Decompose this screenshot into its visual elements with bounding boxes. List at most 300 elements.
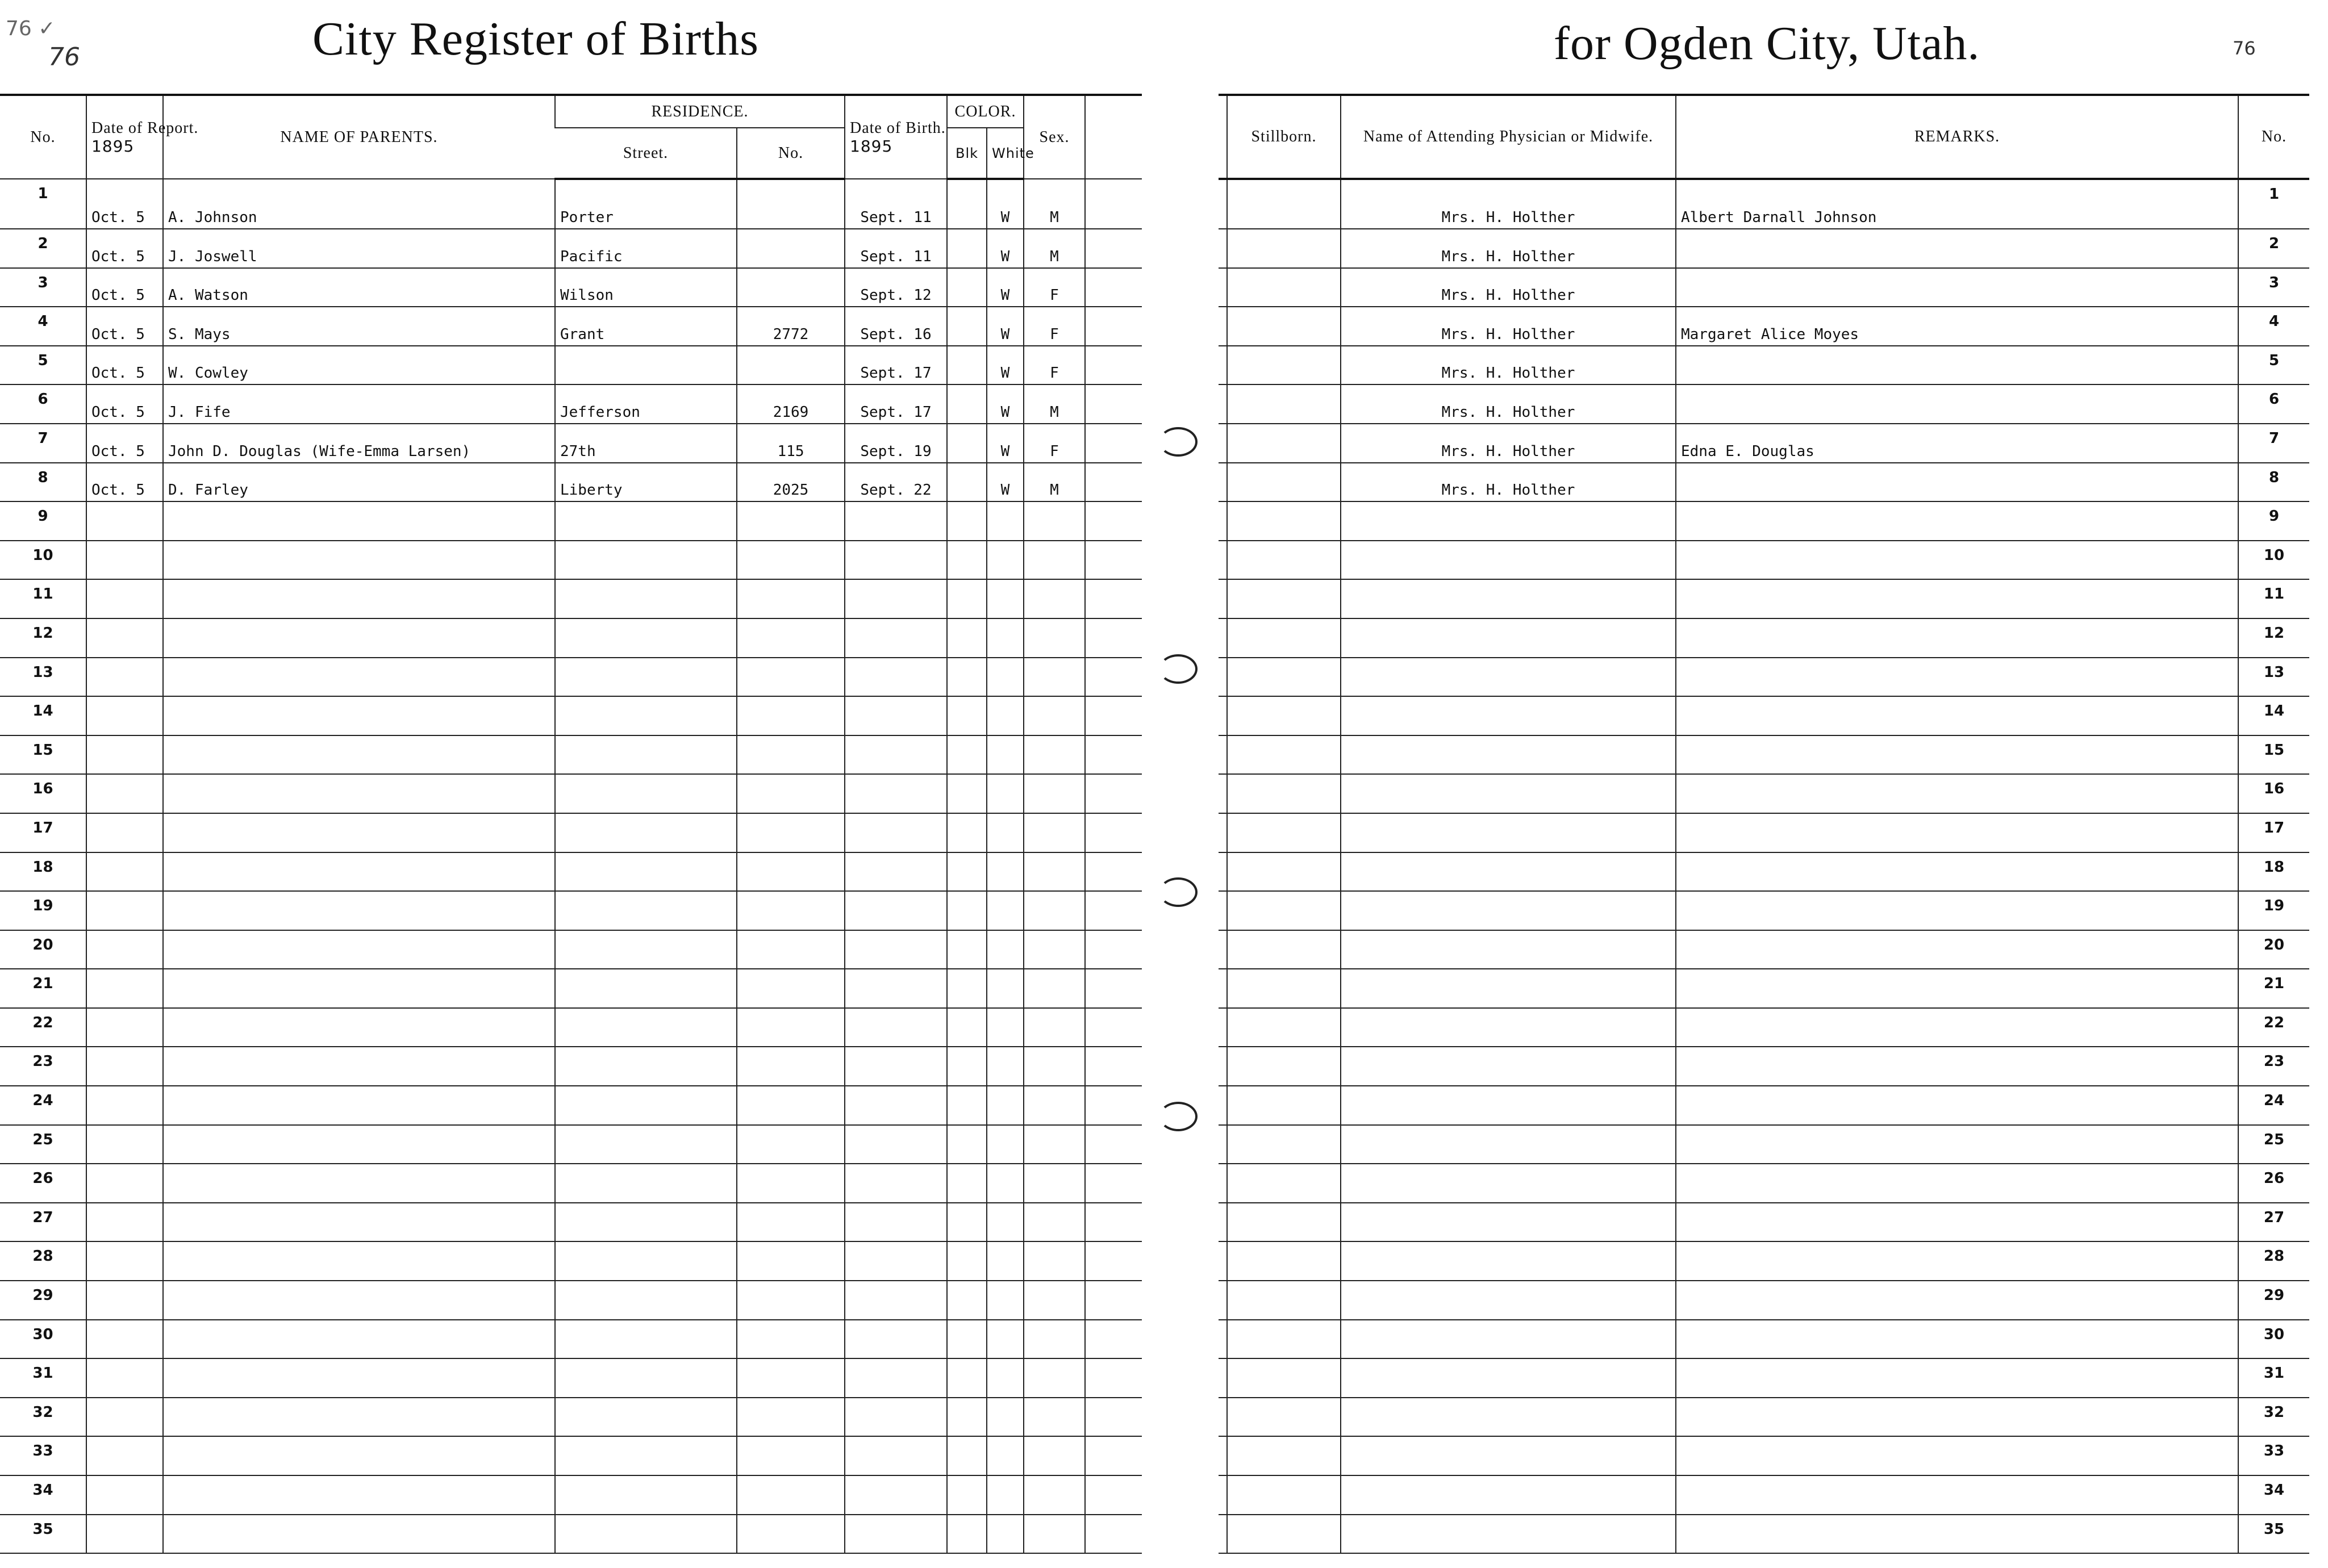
- color-blk-cell: [947, 1320, 987, 1359]
- entry-number-right: 27: [2238, 1203, 2309, 1242]
- color-white-cell: [987, 618, 1024, 658]
- table-row: [1219, 1125, 2309, 1164]
- street-cell: Grant: [555, 307, 737, 346]
- date-of-birth-cell: [845, 1515, 947, 1554]
- remarks-cell: [1676, 618, 2238, 658]
- date-of-report-cell: [86, 1475, 163, 1515]
- physician-cell: [1341, 1281, 1676, 1320]
- parents-name-cell: [163, 1515, 555, 1554]
- remarks-cell: [1676, 1436, 2238, 1475]
- table-row: [1219, 930, 2309, 969]
- street-cell: [555, 1125, 737, 1164]
- parents-name-cell: [163, 1358, 555, 1398]
- table-row: [0, 891, 1142, 930]
- entry-number: 21: [0, 969, 86, 1008]
- stillborn-cell: [1227, 891, 1341, 930]
- entry-number: 24: [0, 1086, 86, 1125]
- table-row: [1219, 852, 2309, 892]
- table-row: [0, 1281, 1142, 1320]
- sex-cell: [1024, 1047, 1085, 1086]
- street-number-cell: [737, 1047, 845, 1086]
- binder-hole: [1159, 427, 1198, 457]
- street-cell: [555, 1047, 737, 1086]
- table-row: [0, 1008, 1142, 1047]
- street-number-cell: [737, 1320, 845, 1359]
- table-row: [0, 541, 1142, 580]
- sex-cell: [1024, 1086, 1085, 1125]
- binder-hole: [1159, 654, 1198, 684]
- table-row: [1219, 696, 2309, 735]
- table-row: [0, 1047, 1142, 1086]
- street-cell: Jefferson: [555, 384, 737, 424]
- date-of-birth-cell: Sept. 19: [845, 424, 947, 463]
- date-of-report-cell: [86, 1436, 163, 1475]
- color-white-cell: W: [987, 229, 1024, 268]
- margin-cell: [1219, 891, 1227, 930]
- blank-cell: [1085, 1515, 1142, 1554]
- date-of-birth-cell: Sept. 12: [845, 268, 947, 307]
- remarks-cell: [1676, 813, 2238, 852]
- sex-cell: [1024, 735, 1085, 775]
- parents-name-cell: [163, 930, 555, 969]
- physician-cell: Mrs. H. Holther: [1341, 463, 1676, 502]
- remarks-cell: [1676, 229, 2238, 268]
- remarks-cell: [1676, 1320, 2238, 1359]
- color-blk-cell: [947, 346, 987, 385]
- street-number-cell: [737, 891, 845, 930]
- date-of-report-cell: [86, 1281, 163, 1320]
- remarks-cell: [1676, 1398, 2238, 1437]
- margin-cell: [1219, 1086, 1227, 1125]
- table-row: [1219, 1203, 2309, 1242]
- color-white-cell: [987, 1320, 1024, 1359]
- parents-name-cell: [163, 1086, 555, 1125]
- remarks-cell: [1676, 658, 2238, 697]
- color-white-cell: [987, 1475, 1024, 1515]
- date-of-report-cell: [86, 501, 163, 541]
- stillborn-cell: [1227, 1436, 1341, 1475]
- blank-cell: [1085, 1475, 1142, 1515]
- table-row: [1219, 1475, 2309, 1515]
- parents-name-cell: [163, 696, 555, 735]
- table-row: [1219, 541, 2309, 580]
- entry-number: 18: [0, 852, 86, 892]
- binder-hole: [1159, 877, 1198, 907]
- stillborn-cell: [1227, 1475, 1341, 1515]
- color-white-cell: [987, 696, 1024, 735]
- margin-cell: [1219, 424, 1227, 463]
- entry-number: 10: [0, 541, 86, 580]
- parents-name-cell: D. Farley: [163, 463, 555, 502]
- stillborn-cell: [1227, 735, 1341, 775]
- blank-cell: [1085, 384, 1142, 424]
- date-of-birth-cell: [845, 1241, 947, 1281]
- physician-cell: Mrs. H. Holther: [1341, 424, 1676, 463]
- entry-number: 35: [0, 1515, 86, 1554]
- date-of-report-cell: [86, 813, 163, 852]
- entry-number-right: 4: [2238, 307, 2309, 346]
- table-row: [0, 268, 1142, 307]
- sex-cell: [1024, 969, 1085, 1008]
- entry-number-right: 28: [2238, 1241, 2309, 1281]
- color-blk-cell: [947, 1436, 987, 1475]
- physician-cell: [1341, 1086, 1676, 1125]
- street-number-cell: [737, 501, 845, 541]
- street-number-cell: [737, 1203, 845, 1242]
- sex-cell: M: [1024, 179, 1085, 229]
- stillborn-cell: [1227, 179, 1341, 229]
- stillborn-cell: [1227, 384, 1341, 424]
- street-cell: Porter: [555, 179, 737, 229]
- margin-cell: [1219, 969, 1227, 1008]
- date-of-birth-cell: [845, 774, 947, 813]
- parents-name-cell: [163, 1398, 555, 1437]
- street-number-cell: [737, 1281, 845, 1320]
- entry-number: 17: [0, 813, 86, 852]
- color-blk-cell: [947, 735, 987, 775]
- sex-cell: M: [1024, 384, 1085, 424]
- sex-cell: [1024, 1436, 1085, 1475]
- margin-cell: [1219, 1281, 1227, 1320]
- stillborn-cell: [1227, 774, 1341, 813]
- color-blk-cell: [947, 463, 987, 502]
- street-cell: [555, 541, 737, 580]
- street-cell: [555, 1164, 737, 1203]
- color-white-cell: [987, 1164, 1024, 1203]
- street-cell: [555, 1086, 737, 1125]
- color-white-cell: [987, 969, 1024, 1008]
- blank-cell: [1085, 1125, 1142, 1164]
- street-number-cell: [737, 930, 845, 969]
- physician-cell: [1341, 969, 1676, 1008]
- physician-cell: Mrs. H. Holther: [1341, 384, 1676, 424]
- date-of-birth-cell: [845, 541, 947, 580]
- parents-name-cell: [163, 1164, 555, 1203]
- date-of-birth-cell: [845, 813, 947, 852]
- color-blk-cell: [947, 579, 987, 618]
- entry-number: 6: [0, 384, 86, 424]
- color-blk-cell: [947, 1475, 987, 1515]
- stillborn-cell: [1227, 501, 1341, 541]
- table-row: [1219, 1008, 2309, 1047]
- date-of-birth-cell: Sept. 17: [845, 384, 947, 424]
- street-number-cell: [737, 1515, 845, 1554]
- date-of-report-cell: [86, 541, 163, 580]
- physician-cell: [1341, 774, 1676, 813]
- binding-gutter: [1153, 0, 1216, 1568]
- date-of-birth-cell: [845, 1047, 947, 1086]
- parents-name-cell: [163, 618, 555, 658]
- parents-name-cell: [163, 1436, 555, 1475]
- entry-number: 34: [0, 1475, 86, 1515]
- color-white-cell: W: [987, 307, 1024, 346]
- color-white-cell: W: [987, 463, 1024, 502]
- margin-cell: [1219, 346, 1227, 385]
- table-row: [1219, 1320, 2309, 1359]
- entry-number-right: 11: [2238, 579, 2309, 618]
- parents-name-cell: [163, 813, 555, 852]
- entry-number-right: 22: [2238, 1008, 2309, 1047]
- sex-cell: [1024, 1164, 1085, 1203]
- street-number-cell: [737, 1358, 845, 1398]
- remarks-cell: Edna E. Douglas: [1676, 424, 2238, 463]
- margin-cell: [1219, 463, 1227, 502]
- street-number-cell: 115: [737, 424, 845, 463]
- street-number-cell: [737, 774, 845, 813]
- street-cell: [555, 1241, 737, 1281]
- entry-number-right: 3: [2238, 268, 2309, 307]
- sex-cell: [1024, 1203, 1085, 1242]
- date-of-report-cell: [86, 618, 163, 658]
- street-number-cell: [737, 852, 845, 892]
- date-of-birth-cell: [845, 696, 947, 735]
- entry-number: 32: [0, 1398, 86, 1437]
- color-white-cell: [987, 1436, 1024, 1475]
- sex-cell: [1024, 1320, 1085, 1359]
- margin-cell: [1219, 1475, 1227, 1515]
- street-number-cell: [737, 969, 845, 1008]
- table-row: [0, 930, 1142, 969]
- color-blk-cell: [947, 1241, 987, 1281]
- entry-number: 15: [0, 735, 86, 775]
- remarks-cell: [1676, 1241, 2238, 1281]
- entry-number-right: 31: [2238, 1358, 2309, 1398]
- date-of-birth-cell: [845, 735, 947, 775]
- sex-cell: [1024, 1241, 1085, 1281]
- date-of-birth-cell: [845, 1398, 947, 1437]
- table-row: [0, 424, 1142, 463]
- stillborn-cell: [1227, 696, 1341, 735]
- date-of-birth-cell: [845, 852, 947, 892]
- date-of-report-cell: Oct. 5: [86, 424, 163, 463]
- margin-cell: [1219, 1515, 1227, 1554]
- margin-cell: [1219, 1320, 1227, 1359]
- street-number-cell: [737, 658, 845, 697]
- color-white-cell: [987, 658, 1024, 697]
- col-header-stillborn: Stillborn.: [1227, 95, 1341, 179]
- color-white-cell: W: [987, 179, 1024, 229]
- date-of-report-cell: [86, 891, 163, 930]
- color-white-cell: [987, 891, 1024, 930]
- margin-cell: [1219, 930, 1227, 969]
- physician-cell: [1341, 1241, 1676, 1281]
- date-of-birth-cell: [845, 1281, 947, 1320]
- entry-number-right: 35: [2238, 1515, 2309, 1554]
- table-row: [1219, 969, 2309, 1008]
- color-blk-cell: [947, 1008, 987, 1047]
- date-of-birth-cell: Sept. 16: [845, 307, 947, 346]
- parents-name-cell: [163, 1008, 555, 1047]
- date-of-report-cell: [86, 969, 163, 1008]
- physician-cell: Mrs. H. Holther: [1341, 268, 1676, 307]
- page-title-right: for Ogden City, Utah.: [1554, 17, 1980, 70]
- blank-cell: [1085, 179, 1142, 229]
- street-cell: [555, 1320, 737, 1359]
- physician-cell: Mrs. H. Holther: [1341, 307, 1676, 346]
- table-row: [1219, 229, 2309, 268]
- stillborn-cell: [1227, 346, 1341, 385]
- blank-cell: [1085, 618, 1142, 658]
- stillborn-cell: [1227, 229, 1341, 268]
- parents-name-cell: [163, 852, 555, 892]
- physician-cell: [1341, 1398, 1676, 1437]
- pencil-page-number: 76: [48, 43, 80, 72]
- color-blk-cell: [947, 541, 987, 580]
- date-of-birth-cell: Sept. 17: [845, 346, 947, 385]
- stillborn-cell: [1227, 1047, 1341, 1086]
- margin-cell: [1219, 384, 1227, 424]
- margin-cell: [1219, 1047, 1227, 1086]
- remarks-cell: [1676, 852, 2238, 892]
- color-blk-cell: [947, 1047, 987, 1086]
- street-cell: [555, 1203, 737, 1242]
- date-of-birth-cell: Sept. 22: [845, 463, 947, 502]
- table-row: [0, 813, 1142, 852]
- color-white-cell: [987, 1281, 1024, 1320]
- stillborn-cell: [1227, 1320, 1341, 1359]
- parents-name-cell: [163, 1125, 555, 1164]
- table-row: [0, 307, 1142, 346]
- sex-cell: [1024, 813, 1085, 852]
- table-row: [1219, 501, 2309, 541]
- color-blk-cell: [947, 813, 987, 852]
- margin-cell: [1219, 307, 1227, 346]
- date-of-birth-cell: [845, 891, 947, 930]
- color-blk-cell: [947, 891, 987, 930]
- entry-number: 16: [0, 774, 86, 813]
- margin-cell: [1219, 658, 1227, 697]
- table-row: [0, 384, 1142, 424]
- table-row: [0, 1241, 1142, 1281]
- entry-number-right: 17: [2238, 813, 2309, 852]
- parents-name-cell: John D. Douglas (Wife-Emma Larsen): [163, 424, 555, 463]
- physician-cell: [1341, 1320, 1676, 1359]
- sex-cell: [1024, 891, 1085, 930]
- entry-number-right: 25: [2238, 1125, 2309, 1164]
- table-row: [0, 1358, 1142, 1398]
- date-of-report-cell: [86, 658, 163, 697]
- stillborn-cell: [1227, 1125, 1341, 1164]
- entry-number-right: 6: [2238, 384, 2309, 424]
- physician-cell: [1341, 579, 1676, 618]
- stillborn-cell: [1227, 813, 1341, 852]
- stillborn-cell: [1227, 424, 1341, 463]
- date-of-report-cell: [86, 579, 163, 618]
- blank-cell: [1085, 1203, 1142, 1242]
- remarks-cell: [1676, 268, 2238, 307]
- street-number-cell: [737, 1008, 845, 1047]
- entry-number: 22: [0, 1008, 86, 1047]
- physician-cell: [1341, 1008, 1676, 1047]
- sex-cell: [1024, 1398, 1085, 1437]
- blank-cell: [1085, 813, 1142, 852]
- sex-cell: [1024, 541, 1085, 580]
- table-row: [0, 618, 1142, 658]
- physician-cell: [1341, 1436, 1676, 1475]
- col-header-no: No.: [0, 95, 86, 179]
- table-row: [1219, 813, 2309, 852]
- birth-year: 1895: [850, 136, 893, 156]
- blank-cell: [1085, 463, 1142, 502]
- parents-name-cell: [163, 1241, 555, 1281]
- color-blk-cell: [947, 1086, 987, 1125]
- date-of-report-cell: [86, 1047, 163, 1086]
- date-of-report-label: Date of Report.: [91, 119, 199, 137]
- street-number-cell: [737, 1086, 845, 1125]
- parents-name-cell: [163, 1475, 555, 1515]
- parents-name-cell: A. Johnson: [163, 179, 555, 229]
- table-row: [1219, 735, 2309, 775]
- margin-cell: [1219, 618, 1227, 658]
- physician-cell: [1341, 1203, 1676, 1242]
- street-cell: Wilson: [555, 268, 737, 307]
- physician-cell: Mrs. H. Holther: [1341, 179, 1676, 229]
- table-row: [1219, 579, 2309, 618]
- parents-name-cell: [163, 891, 555, 930]
- remarks-cell: [1676, 969, 2238, 1008]
- street-cell: [555, 618, 737, 658]
- entry-number: 12: [0, 618, 86, 658]
- date-of-birth-cell: [845, 1203, 947, 1242]
- street-number-cell: [737, 696, 845, 735]
- physician-cell: [1341, 1047, 1676, 1086]
- physician-cell: [1341, 696, 1676, 735]
- remarks-cell: [1676, 541, 2238, 580]
- margin-cell: [1219, 1125, 1227, 1164]
- sex-cell: M: [1024, 463, 1085, 502]
- street-number-cell: 2025: [737, 463, 845, 502]
- table-row: [1219, 179, 2309, 229]
- remarks-cell: [1676, 1358, 2238, 1398]
- date-of-birth-cell: [845, 969, 947, 1008]
- street-cell: [555, 969, 737, 1008]
- blank-cell: [1085, 1358, 1142, 1398]
- blank-cell: [1085, 774, 1142, 813]
- entry-number-right: 7: [2238, 424, 2309, 463]
- table-row: [1219, 658, 2309, 697]
- physician-cell: [1341, 735, 1676, 775]
- entry-number: 4: [0, 307, 86, 346]
- blank-cell: [1085, 579, 1142, 618]
- blank-cell: [1085, 930, 1142, 969]
- margin-cell: [1219, 774, 1227, 813]
- table-row: [0, 1125, 1142, 1164]
- margin-cell: [1219, 541, 1227, 580]
- entry-number: 1: [0, 179, 86, 229]
- col-header-date-of-birth: [845, 95, 947, 179]
- date-of-birth-cell: [845, 1086, 947, 1125]
- date-of-report-cell: [86, 1320, 163, 1359]
- table-row: [1219, 1436, 2309, 1475]
- date-of-birth-cell: [845, 579, 947, 618]
- street-cell: [555, 658, 737, 697]
- sex-cell: [1024, 1358, 1085, 1398]
- table-row: [0, 735, 1142, 775]
- date-of-report-cell: Oct. 5: [86, 463, 163, 502]
- table-row: [1219, 774, 2309, 813]
- physician-cell: [1341, 618, 1676, 658]
- parents-name-cell: [163, 735, 555, 775]
- margin-cell: [1219, 1164, 1227, 1203]
- blank-cell: [1085, 1164, 1142, 1203]
- date-of-report-cell: [86, 774, 163, 813]
- entry-number-right: 21: [2238, 969, 2309, 1008]
- margin-cell: [1219, 1241, 1227, 1281]
- color-blk-cell: [947, 1125, 987, 1164]
- parents-name-cell: [163, 1047, 555, 1086]
- parents-name-cell: [163, 1281, 555, 1320]
- table-row: [1219, 1047, 2309, 1086]
